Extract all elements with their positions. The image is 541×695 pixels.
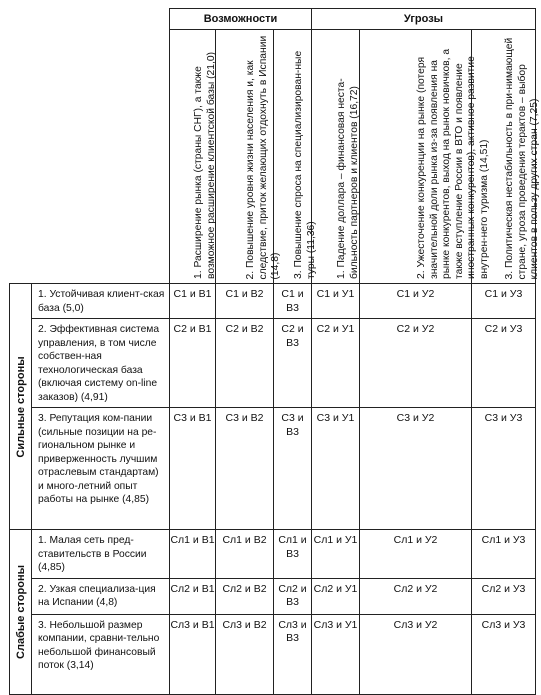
matrix-cell: С3 и У1	[312, 408, 360, 530]
matrix-cell: С1 и У3	[472, 284, 536, 319]
matrix-cell: Сл3 и У1	[312, 614, 360, 694]
matrix-cell: Сл1 и В1	[170, 530, 216, 579]
opportunity-1-text: 1. Расширение рынка (страны СНГ), а также возможное расширение клиентской базы (21,0)	[193, 34, 218, 279]
matrix-cell: Сл1 и У1	[312, 530, 360, 579]
matrix-cell: С2 и У3	[472, 319, 536, 408]
matrix-cell: С3 и У3	[472, 408, 536, 530]
matrix-cell: Сл2 и У3	[472, 578, 536, 614]
matrix-cell: Сл3 и В1	[170, 614, 216, 694]
opportunity-2-header	[216, 30, 274, 284]
row-label: 1. Устойчивая клиент-ская база (5,0)	[32, 284, 170, 319]
matrix-cell: С1 и У2	[360, 284, 472, 319]
opportunity-1-header	[170, 30, 216, 284]
row-label: 3. Репутация ком-пании (сильные позиции на ре-гиональном рынке и приверженность лучшим отраслевым стандартам) и много-летний опыт работы на рынке (4,85)	[32, 408, 170, 530]
matrix-cell: Сл3 и В2	[216, 614, 274, 694]
row-label: 3. Небольшой размер компании, сравни-тельно небольшой финансовый поток (3,14)	[32, 614, 170, 694]
threats-header: Угрозы	[312, 9, 536, 30]
matrix-cell: С2 и У2	[360, 319, 472, 408]
matrix-cell: С3 и В2	[216, 408, 274, 530]
section-title: Сильные стороны	[15, 356, 27, 457]
matrix-cell: Сл1 и В2	[216, 530, 274, 579]
matrix-cell: Сл2 и В2	[216, 578, 274, 614]
strengths-section-label	[10, 284, 32, 530]
opportunity-2-text: 2. Повышение уровня жизни населения и, как следствие, приток желающих отдохнуть в Испании (14,8)	[245, 34, 283, 279]
corner-blank	[10, 9, 170, 284]
matrix-cell: С3 и В1	[170, 408, 216, 530]
matrix-cell: Сл3 и У3	[472, 614, 536, 694]
matrix-row	[10, 319, 536, 408]
matrix-cell: Сл1 и У3	[472, 530, 536, 579]
matrix-cell: С2 и У1	[312, 319, 360, 408]
opportunity-3-text: 3. Повышение спроса на специализирован-ные туры (11,36)	[293, 34, 318, 279]
matrix-cell: С2 и В1	[170, 319, 216, 408]
section-title: Слабые стороны	[15, 565, 27, 659]
weaknesses-section-label	[10, 530, 32, 695]
matrix-row	[10, 408, 536, 530]
opportunity-3-header	[274, 30, 312, 284]
matrix-row	[10, 284, 536, 319]
matrix-cell: Сл2 и У2	[360, 578, 472, 614]
matrix-cell: Сл2 и У1	[312, 578, 360, 614]
matrix-cell: С2 и В3	[274, 319, 312, 408]
threat-3-header	[472, 30, 536, 284]
matrix-row	[10, 614, 536, 694]
matrix-cell: С3 и В3	[274, 408, 312, 530]
matrix-cell: Сл1 и У2	[360, 530, 472, 579]
threat-1-text: 1. Падение доллара – финансовая неста-бильность партнеров и клиентов (16,72)	[336, 34, 361, 279]
matrix-cell: Сл1 и В3	[274, 530, 312, 579]
matrix-cell: С1 и В3	[274, 284, 312, 319]
matrix-cell: Сл3 и У2	[360, 614, 472, 694]
matrix-row	[10, 530, 536, 579]
matrix-cell: Сл2 и В3	[274, 578, 312, 614]
matrix-cell: Сл2 и В1	[170, 578, 216, 614]
row-label: 2. Эффективная система управления, в том числе собствен-ная технологическая база (включая систему on-line заказов) (4,91)	[32, 319, 170, 408]
opportunities-header: Возможности	[170, 9, 312, 30]
swot-matrix-table	[9, 8, 536, 695]
matrix-cell: Сл3 и В3	[274, 614, 312, 694]
row-label: 1. Малая сеть пред-ставительств в России (4,85)	[32, 530, 170, 579]
threat-1-header	[312, 30, 360, 284]
matrix-cell: С2 и В2	[216, 319, 274, 408]
threat-2-text: 2. Ужесточение конкуренции на рынке (потеря значительной доли рынка из-за появления на рынке конкурентов, выход на рынок новичков, а также вступление России в ВТО и появление иностранных конкурентов), активное развитие внутрен-него туризма (14,51)	[416, 34, 491, 279]
row-label: 2. Узкая специализа-ция на Испании (4,8)	[32, 578, 170, 614]
matrix-cell: С3 и У2	[360, 408, 472, 530]
threat-2-header	[360, 30, 472, 284]
matrix-cell: С1 и В2	[216, 284, 274, 319]
matrix-cell: С1 и У1	[312, 284, 360, 319]
matrix-row	[10, 578, 536, 614]
matrix-cell: С1 и В1	[170, 284, 216, 319]
threat-3-text: 3. Политическая нестабильность в при-нимающей стране, угроза проведения терактов – выбор клиентов в пользу других стран (7,25)	[504, 34, 541, 279]
